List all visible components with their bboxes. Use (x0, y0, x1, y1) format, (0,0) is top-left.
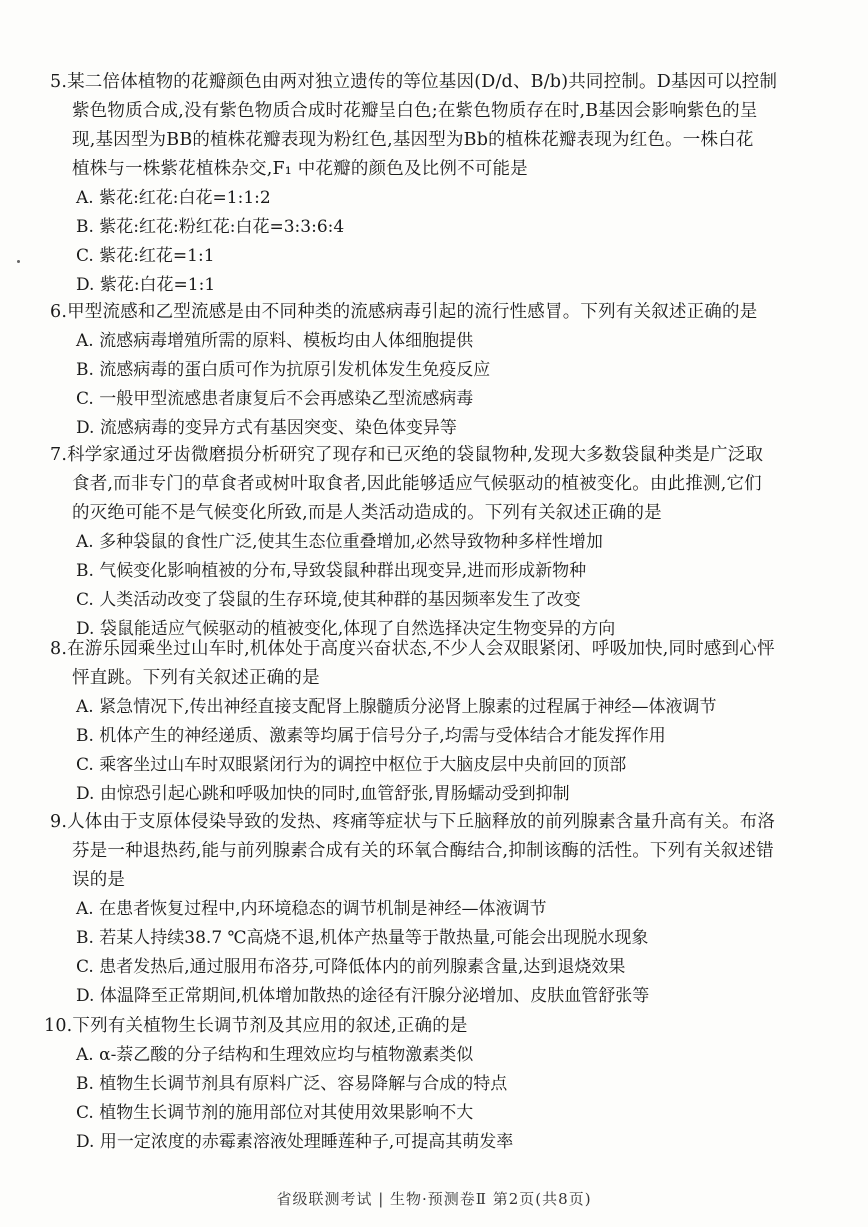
question-10 (44, 1012, 840, 1157)
question-7 (50, 441, 840, 644)
question-stem-line: 怦直跳。下列有关叙述正确的是 (72, 668, 320, 688)
option-c: C. 乘客坐过山车时双眼紧闭行为的调控中枢位于大脑皮层中央前回的顶部 (76, 755, 627, 775)
option-a: A. 紫花:红花:白花=1:1:2 (76, 188, 271, 208)
question-stem-line: 误的是 (72, 870, 126, 890)
page-footer: 省级联测考试 | 生物·预测卷Ⅱ 第2页(共8页) (276, 1190, 592, 1208)
question-9 (50, 808, 840, 1011)
question-stem-line: 9.人体由于支原体侵染导致的发热、疼痛等症状与下丘脑释放的前列腺素含量升高有关。布洛 (50, 812, 776, 832)
option-b: B. 机体产生的神经递质、激素等均属于信号分子,均需与受体结合才能发挥作用 (76, 726, 666, 746)
option-c: C. 人类活动改变了袋鼠的生存环境,使其种群的基因频率发生了改变 (76, 590, 581, 610)
question-stem-line: 5.某二倍体植物的花瓣颜色由两对独立遗传的等位基因(D/d、B/b)共同控制。D基因可以控制 (50, 72, 778, 92)
question-stem-line: 食者,而非专门的草食者或树叶取食者,因此能够适应气候驱动的植被变化。由此推测,它们 (72, 474, 762, 494)
option-c: C. 患者发热后,通过服用布洛芬,可降低体内的前列腺素含量,达到退烧效果 (76, 957, 626, 977)
question-stem-line: 的灭绝可能不是气候变化所致,而是人类活动造成的。下列有关叙述正确的是 (72, 503, 662, 523)
question-stem-line: 8.在游乐园乘坐过山车时,机体处于高度兴奋状态,不少人会双眼紧闭、呼吸加快,同时感到心怦 (50, 639, 775, 659)
question-stem-line: 7.科学家通过牙齿微磨损分析研究了现存和已灭绝的袋鼠物种,发现大多数袋鼠种类是广泛取 (50, 445, 764, 465)
option-c: C. 紫花:红花=1:1 (76, 246, 215, 266)
option-b: B. 流感病毒的蛋白质可作为抗原引发机体发生免疫反应 (76, 360, 491, 380)
question-stem-line: 6.甲型流感和乙型流感是由不同种类的流感病毒引起的流行性感冒。下列有关叙述正确的是 (50, 302, 758, 322)
question-stem-line: 10.下列有关植物生长调节剂及其应用的叙述,正确的是 (44, 1016, 468, 1036)
option-a: A. 流感病毒增殖所需的原料、模板均由人体细胞提供 (76, 331, 474, 351)
question-stem-line: 植株与一株紫花植株杂交,F₁ 中花瓣的颜色及比例不可能是 (72, 159, 528, 179)
option-d: D. 用一定浓度的赤霉素溶液处理睡莲种子,可提高其萌发率 (76, 1132, 514, 1152)
scan-speck (17, 260, 20, 263)
option-d: D. 袋鼠能适应气候驱动的植被变化,体现了自然选择决定生物变异的方向 (76, 619, 616, 639)
option-a: A. 紧急情况下,传出神经直接支配肾上腺髓质分泌肾上腺素的过程属于神经—体液调节 (76, 697, 717, 717)
option-d: D. 紫花:白花=1:1 (76, 275, 216, 295)
option-b: B. 紫花:红花:粉红花:白花=3:3:6:4 (76, 217, 345, 237)
question-6 (50, 298, 840, 443)
option-a: A. 在患者恢复过程中,内环境稳态的调节机制是神经—体液调节 (76, 899, 547, 919)
question-stem-line: 紫色物质合成,没有紫色物质合成时花瓣呈白色;在紫色物质存在时,B基因会影响紫色的呈 (72, 101, 758, 121)
option-d: D. 流感病毒的变异方式有基因突变、染色体变异等 (76, 418, 457, 438)
option-a: A. α-萘乙酸的分子结构和生理效应均与植物激素类似 (76, 1045, 474, 1065)
question-5 (50, 68, 840, 300)
option-c: C. 植物生长调节剂的施用部位对其使用效果影响不大 (76, 1103, 474, 1123)
option-b: B. 若某人持续38.7 ℃高烧不退,机体产热量等于散热量,可能会出现脱水现象 (76, 928, 649, 948)
option-a: A. 多种袋鼠的食性广泛,使其生态位重叠增加,必然导致物种多样性增加 (76, 532, 603, 552)
option-b: B. 气候变化影响植被的分布,导致袋鼠种群出现变异,进而形成新物种 (76, 561, 587, 581)
question-stem-line: 现,基因型为BB的植株花瓣表现为粉红色,基因型为Bb的植株花瓣表现为红色。一株白花 (72, 130, 754, 150)
option-c: C. 一般甲型流感患者康复后不会再感染乙型流感病毒 (76, 389, 474, 409)
option-d: D. 体温降至正常期间,机体增加散热的途径有汗腺分泌增加、皮肤血管舒张等 (76, 986, 650, 1006)
question-8 (50, 635, 840, 809)
option-d: D. 由惊恐引起心跳和呼吸加快的同时,血管舒张,胃肠蠕动受到抑制 (76, 784, 570, 804)
option-b: B. 植物生长调节剂具有原料广泛、容易降解与合成的特点 (76, 1074, 508, 1094)
question-stem-line: 芬是一种退热药,能与前列腺素合成有关的环氧合酶结合,抑制该酶的活性。下列有关叙述错 (72, 841, 774, 861)
